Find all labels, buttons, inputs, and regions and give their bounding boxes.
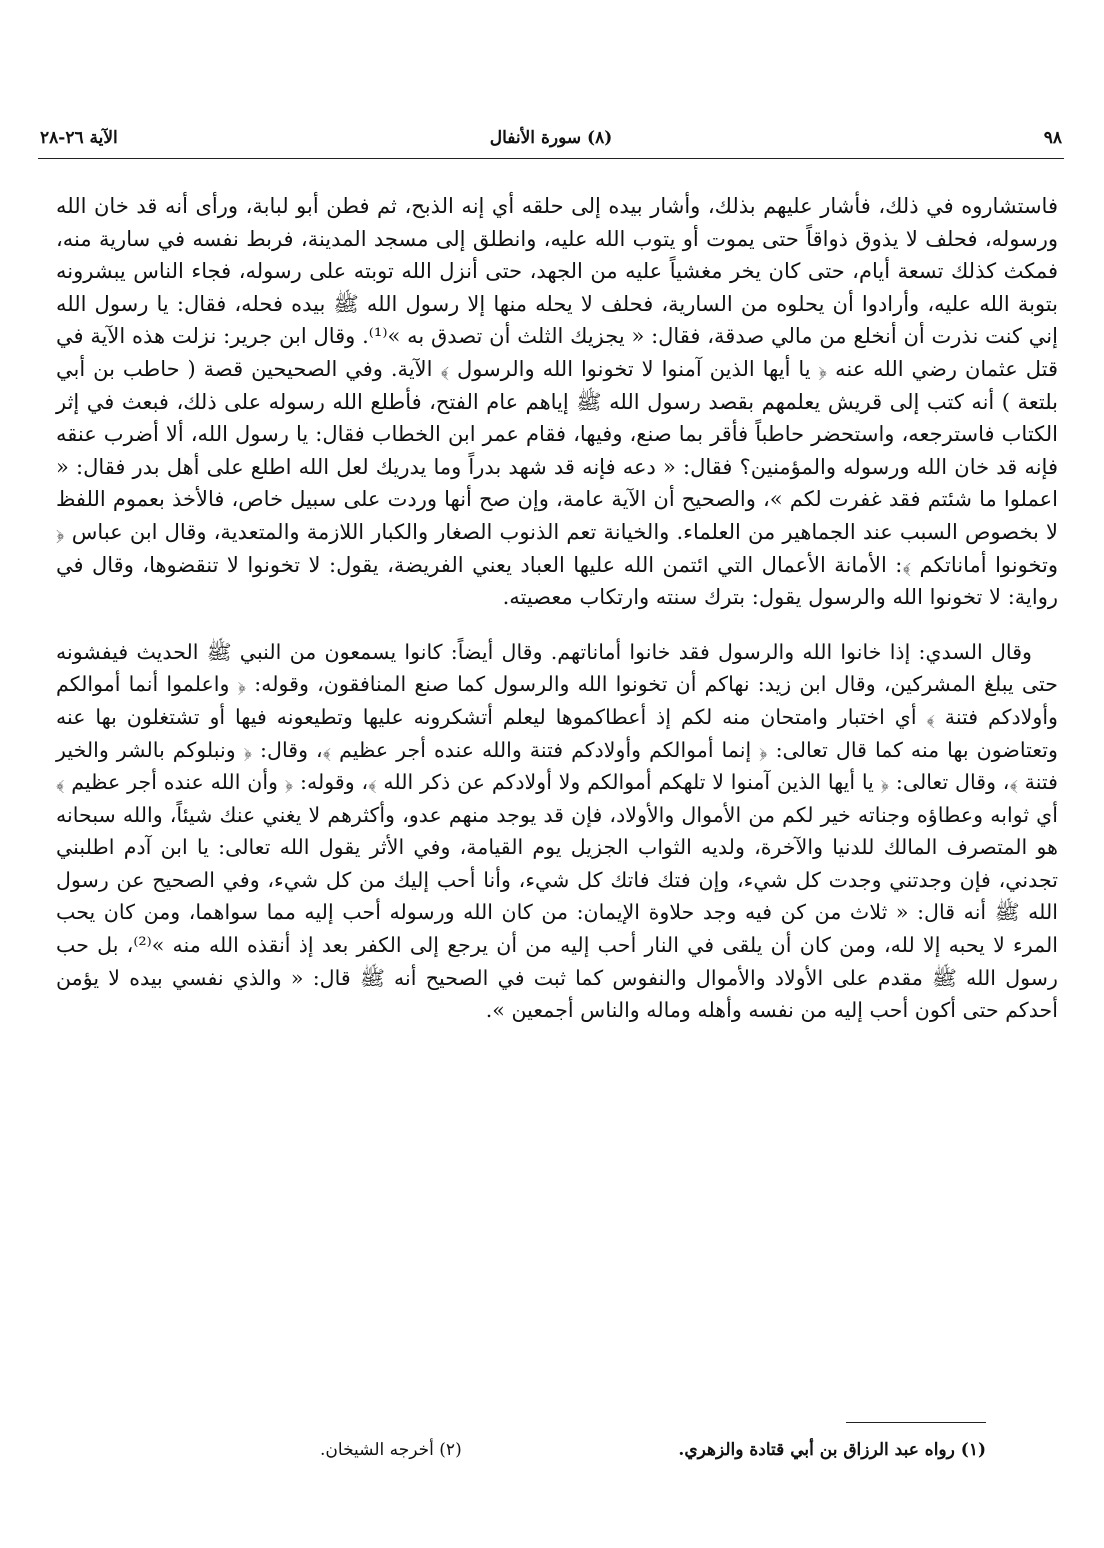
paragraph: وقال السدي: إذا خانوا الله والرسول فقد خانوا أماناتهم. وقال أيضاً: كانوا يسمعون من النبي ﷺ الحديث فيفشونه حتى يبلغ المشركين، وقال ابن زيد: نهاكم أن تخونوا الله والرسول كما صنع المنافقون، وقوله: ﴿ واعلموا أنما أموالكم وأولادكم فتنة ﴾ أي اختبار وامتحان منه لكم إذ أعطاكموها ليعلم أتشكرونه عليها وتطيعونه فيها أو تشتغلون بها عنه وتعتاضون بها منه كما قال تعالى: ﴿ إنما أموالكم وأولادكم فتنة والله عنده أجر عظيم ﴾، وقال: ﴿ ونبلوكم بالشر والخير فتنة ﴾، وقال تعالى: ﴿ يا أيها الذين آمنوا لا تلهكم أموالكم ولا أولادكم عن ذكر الله ﴾، وقوله: ﴿ وأن الله عنده أجر عظيم ﴾ أي ثوابه وعطاؤه وجناته خير لكم من الأموال والأولاد، فإن قد يوجد منهم عدو، وأكثرهم لا يغني عنك شيئاً، والله سبحانه هو المتصرف المالك للدنيا والآخرة، ولديه الثواب الجزيل يوم القيامة، وفي الأثر يقول الله تعالى: يا ابن آدم اطلبني تجدني، فإن وجدتني وجدت كل شيء، وإن فتك فاتك كل شيء، وأنا أحب إليك من كل شيء، وفي الصحيح عن رسول الله ﷺ أنه قال: « ثلاث من كن فيه وجد حلاوة الإيمان: من كان الله ورسوله أحب إليه مما سواهما، ومن كان يحب المرء لا يحبه إلا لله، ومن كان أن يلقى في النار أحب إليه من أن يرجع إلى الكفر بعد إذ أنقذه الله منه »⁽²⁾، بل حب رسول الله ﷺ مقدم على الأولاد والأموال والنفوس كما ثبت في الصحيح أنه ﷺ قال: « والذي نفسي بيده لا يؤمن أحدكم حتى أكون أحب إليه من نفسه وأهله وماله والناس أجمعين ».: [56, 639, 1058, 1023]
page-number: ٩٨: [1043, 128, 1062, 148]
footnote-1: (١) رواه عبد الرزاق بن أبي قتادة والزهري.: [678, 1440, 986, 1460]
footnotes: [320, 1440, 986, 1470]
surah-title: (٨) سورة الأنفال: [489, 128, 613, 148]
running-header: [40, 128, 1062, 162]
header-divider: [38, 158, 1064, 159]
paragraph: فاستشاروه في ذلك، فأشار عليهم بذلك، وأشار بيده إلى حلقه أي إنه الذبح، ثم فطن أبو لبابة، ورأى أنه قد خان الله ورسوله، فحلف لا يذوق ذواقاً حتى يموت أو يتوب الله عليه، وانطلق إلى مسجد المدينة، فربط نفسه في سارية منه، فمكث كذلك تسعة أيام، حتى كان يخر مغشياً عليه من الجهد، حتى أنزل الله توبته على رسوله، فجاء الناس يبشرونه بتوبة الله عليه، وأرادوا أن يحلوه من السارية، فحلف لا يحله منها إلا رسول الله ﷺ بيده فحله، فقال: يا رسول الله إني كنت نذرت أن أنخلع من مالي صدقة، فقال: « يجزيك الثلث أن تصدق به »⁽¹⁾. وقال ابن جرير: نزلت هذه الآية في قتل عثمان رضي الله عنه ﴿ يا أيها الذين آمنوا لا تخونوا الله والرسول ﴾ الآية. وفي الصحيحين قصة ( حاطب بن أبي بلتعة ) أنه كتب إلى قريش يعلمهم بقصد رسول الله ﷺ إياهم عام الفتح، فأطلع الله رسوله على ذلك، فبعث في إثر الكتاب فاسترجعه، واستحضر حاطباً فأقر بما صنع، وفيها، فقام عمر ابن الخطاب فقال: يا رسول الله، ألا أضرب عنقه فإنه قد خان الله ورسوله والمؤمنين؟ فقال: « دعه فإنه قد شهد بدراً وما يدريك لعل الله اطلع على أهل بدر فقال: « اعملوا ما شئتم فقد غفرت لكم »، والصحيح أن الآية عامة، وإن صح أنها وردت على سبيل خاص، فالأخذ بعموم اللفظ لا بخصوص السبب عند الجماهير من العلماء. والخيانة تعم الذنوب الصغار والكبار اللازمة والمتعدية، وقال ابن عباس ﴿ وتخونوا أماناتكم ﴾: الأمانة الأعمال التي ائتمن الله عليها العباد يعني الفريضة، يقول: لا تخونوا لا تنقضوها، وقال في رواية: لا تخونوا الله والرسول يقول: بترك سنته وارتكاب معصيته.: [56, 194, 1058, 610]
verse-range: الآية ٢٦-٢٨: [40, 128, 118, 148]
footnote-divider: [846, 1422, 986, 1423]
footnote-2: (٢) أخرجه الشيخان.: [320, 1440, 462, 1460]
main-text: [56, 190, 1058, 1027]
